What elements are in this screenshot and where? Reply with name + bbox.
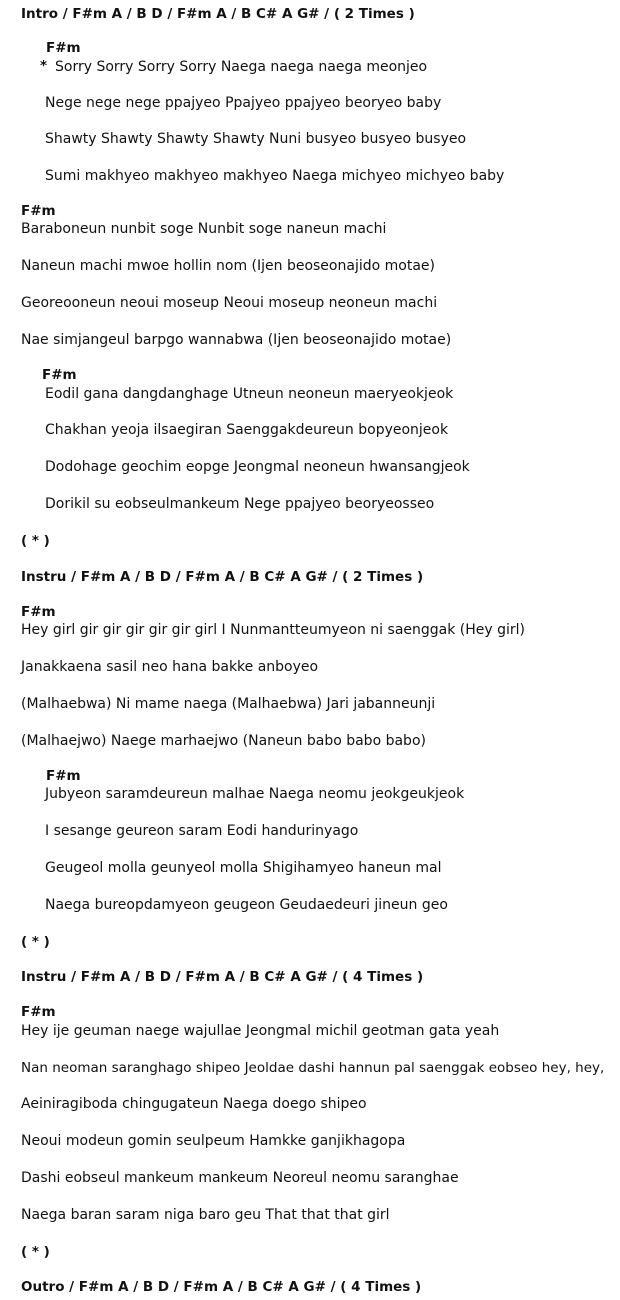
verse1-chord: F#m — [21, 203, 56, 219]
chorus-ref-2: ( * ) — [21, 934, 50, 950]
prechorus2-chord: F#m — [46, 768, 81, 784]
prechorus2-line-4: Naega bureopdamyeon geugeon Geudaedeuri jineun geo — [45, 897, 448, 913]
prechorus2-line-1: Jubyeon saramdeureun malhae Naega neomu jeokgeukjeok — [45, 786, 465, 802]
bridge-line-4: Neoui modeun gomin seulpeum Hamkke ganjikhagopa — [21, 1133, 406, 1149]
verse2-line-1: Hey girl gir gir gir gir gir girl I Nunmantteumyeon ni saenggak (Hey girl) — [21, 622, 526, 638]
instru2-line: Instru / F#m A / B D / F#m A / B C# A G# / ( 4 Times ) — [21, 969, 424, 985]
prechorus2-line-3: Geugeol molla geunyeol molla Shigihamyeo haneun mal — [45, 860, 442, 876]
chorus-ref-3: ( * ) — [21, 1244, 50, 1260]
verse2-chord: F#m — [21, 604, 56, 620]
bridge-line-6: Naega baran saram niga baro geu That that that girl — [21, 1207, 390, 1223]
prechorus1-chord: F#m — [42, 367, 77, 383]
instru1-line: Instru / F#m A / B D / F#m A / B C# A G# / ( 2 Times ) — [21, 569, 424, 585]
chorus-ref-1: ( * ) — [21, 533, 50, 549]
chorus-line-1: Sorry Sorry Sorry Sorry Naega naega naega meonjeo — [55, 59, 428, 75]
bridge-line-1: Hey ije geuman naege wajullae Jeongmal michil geotman gata yeah — [21, 1023, 500, 1039]
verse1-line-4: Nae simjangeul barpgo wannabwa (Ijen beoseonajido motae) — [21, 332, 452, 348]
bridge-line-5: Dashi eobseul mankeum mankeum Neoreul neomu saranghae — [21, 1170, 459, 1186]
bridge-line-3: Aeiniragiboda chingugateun Naega doego shipeo — [21, 1096, 367, 1112]
verse1-line-3: Georeooneun neoui moseup Neoui moseup neoneun machi — [21, 295, 438, 311]
chorus-line-2: Nege nege nege ppajyeo Ppajyeo ppajyeo beoryeo baby — [45, 95, 442, 111]
verse2-line-3: (Malhaebwa) Ni mame naega (Malhaebwa) Jari jabanneunji — [21, 696, 436, 712]
bridge-line-2: Nan neoman saranghago shipeo Jeoldae dashi hannun pal saenggak eobseo hey, hey, — [21, 1060, 605, 1076]
chorus-chord: F#m — [46, 40, 81, 56]
prechorus1-line-1: Eodil gana dangdanghage Utneun neoneun maeryeokjeok — [45, 386, 454, 402]
verse2-line-4: (Malhaejwo) Naege marhaejwo (Naneun babo babo babo) — [21, 733, 426, 749]
intro-line: Intro / F#m A / B D / F#m A / B C# A G# / ( 2 Times ) — [21, 6, 415, 22]
prechorus1-line-4: Dorikil su eobseulmankeum Nege ppajyeo beoryeosseo — [45, 496, 435, 512]
outro-line: Outro / F#m A / B D / F#m A / B C# A G# / ( 4 Times ) — [21, 1279, 422, 1295]
prechorus1-line-2: Chakhan yeoja ilsaegiran Saenggakdeureun bopyeonjeok — [45, 422, 449, 438]
chorus-line-4: Sumi makhyeo makhyeo makhyeo Naega michyeo michyeo baby — [45, 168, 505, 184]
prechorus2-line-2: I sesange geureon saram Eodi handurinyago — [45, 823, 359, 839]
bridge-chord: F#m — [21, 1004, 56, 1020]
chorus-line-3: Shawty Shawty Shawty Shawty Nuni busyeo busyeo busyeo — [45, 131, 467, 147]
chorus-marker: * — [40, 58, 48, 74]
prechorus1-line-3: Dodohage geochim eopge Jeongmal neoneun hwansangjeok — [45, 459, 470, 475]
verse1-line-1: Baraboneun nunbit soge Nunbit soge naneun machi — [21, 221, 387, 237]
verse1-line-2: Naneun machi mwoe hollin nom (Ijen beoseonajido motae) — [21, 258, 435, 274]
verse2-line-2: Janakkaena sasil neo hana bakke anboyeo — [21, 659, 319, 675]
